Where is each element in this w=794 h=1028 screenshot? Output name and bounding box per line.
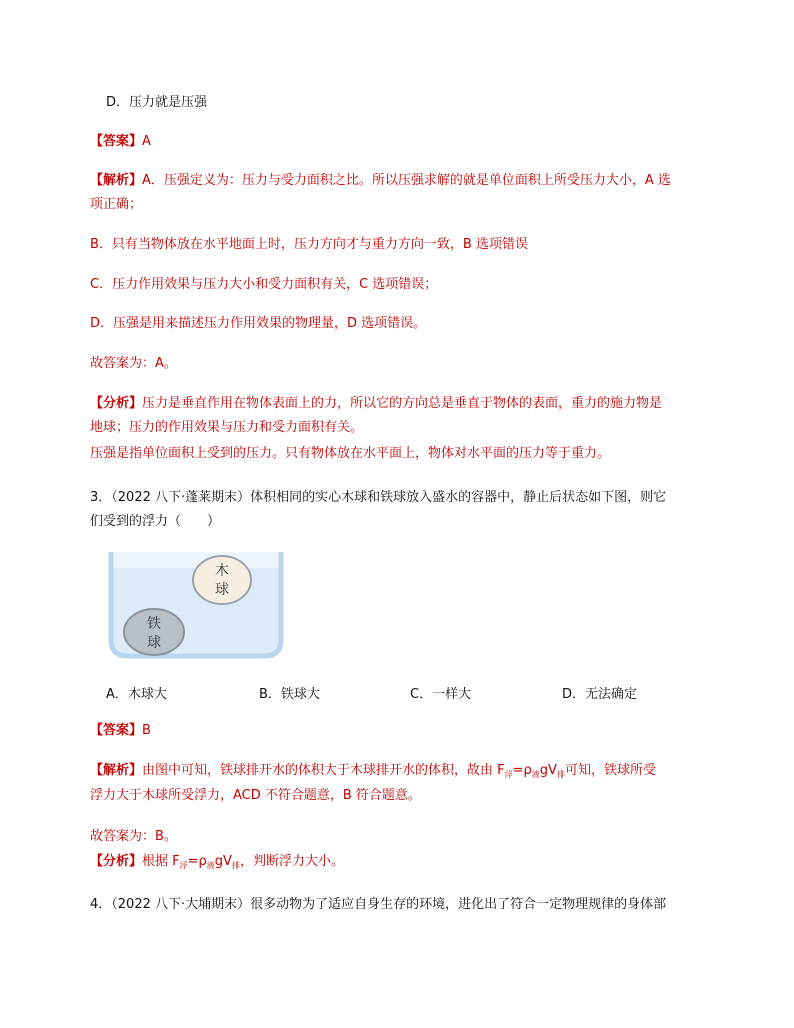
q3-review-text-b: ，判断浮力大小。: [239, 854, 344, 869]
wood-ball-label-1: 木: [215, 563, 229, 579]
q3-stem-line-1: 3．（2022 八下·蓬莱期末）体积相同的实心木球和铁球放入盛水的容器中，静止后状态如下图，则它: [90, 490, 667, 505]
q3-option-a: A．木球大: [106, 687, 167, 702]
q3-option-b: B．铁球大: [259, 687, 320, 702]
review-line-2: 地球；压力的作用效果与压力和受力面积有关。: [90, 420, 364, 435]
sub-ye: 液: [531, 770, 540, 779]
q3-analysis-line-1: [90, 762, 656, 784]
q3-review-tag: 【分析】: [90, 854, 143, 869]
analysis-c: C．压力作用效果与压力大小和受力面积有关，C 选项错误；: [90, 277, 438, 292]
q3-option-c: C．一样大: [410, 687, 472, 702]
analysis-line-2: 项正确；: [90, 197, 143, 212]
q3-answer-line: [90, 722, 151, 740]
q3-figure-container: [106, 552, 286, 662]
q3-analysis-line-2: 浮力大于木球所受浮力，ACD 不符合题意，B 符合题意。: [90, 788, 421, 803]
review-line-1: [90, 395, 662, 413]
wood-ball-label-2: 球: [215, 582, 229, 598]
sub-pai: 排: [556, 770, 565, 779]
answer-tag: 【答案】: [90, 134, 143, 149]
analysis-d: D．压强是用来描述压力作用效果的物理量，D 选项错误。: [90, 316, 427, 331]
review-sub-ye: 液: [206, 861, 215, 870]
q3-analysis-text-b: 可知，铁球所受: [564, 763, 656, 778]
analysis-b: B．只有当物体放在水平地面上时，压力方向才与重力方向一致，B 选项错误: [90, 237, 528, 252]
q3-review-line: [90, 853, 344, 875]
q3-stem-line-2: 们受到的浮力（ ）: [90, 514, 221, 529]
review-text-1: 压力是垂直作用在物体表面上的力，所以它的方向总是垂直于物体的表面，重力的施力物是: [142, 396, 663, 411]
sub-fu: 浮: [504, 770, 513, 779]
q3-answer-value: B: [142, 723, 151, 738]
review-eq-rho: =ρ: [187, 854, 207, 869]
q3-analysis-tag: 【解析】: [90, 763, 143, 778]
answer-value: A: [142, 134, 151, 149]
review-line-3: 压强是指单位面积上受到的压力。只有物体放在水平面上，物体对水平面的压力等于重力。: [90, 446, 611, 461]
q3-conclusion: 故答案为：B。: [90, 829, 177, 844]
iron-ball-label-2: 球: [147, 635, 161, 651]
q3-analysis-text-a: 由图中可知，铁球排开水的体积大于木球排开水的体积，故由 F: [142, 763, 505, 778]
analysis-line-1: [90, 172, 671, 190]
review-tag: 【分析】: [90, 396, 143, 411]
review-eq-gv: gV: [214, 854, 232, 869]
iron-ball-label-1: 铁: [147, 616, 161, 632]
analysis-tag: 【解析】: [90, 173, 143, 188]
q3-option-d: D．无法确定: [562, 687, 638, 702]
q3-review-text-a: 根据 F: [142, 854, 180, 869]
eq-rho: =ρ: [512, 763, 532, 778]
q4-stem-line-1: 4．（2022 八下·大埔期末）很多动物为了适应自身生存的环境，进化出了符合一定物理规律的身体部: [90, 897, 667, 912]
review-sub-pai: 排: [231, 861, 240, 870]
option-d-prev: D．压力就是压强: [106, 95, 208, 110]
answer-line-prev: [90, 133, 151, 151]
conclusion-prev: 故答案为：A。: [90, 356, 177, 371]
eq-gv: gV: [539, 763, 557, 778]
q3-answer-tag: 【答案】: [90, 723, 143, 738]
analysis-text-1: A．压强定义为：压力与受力面积之比。所以压强求解的就是单位面积上所受压力大小，A 选: [142, 173, 671, 188]
water-surface: [111, 552, 281, 568]
review-sub-fu: 浮: [179, 861, 188, 870]
